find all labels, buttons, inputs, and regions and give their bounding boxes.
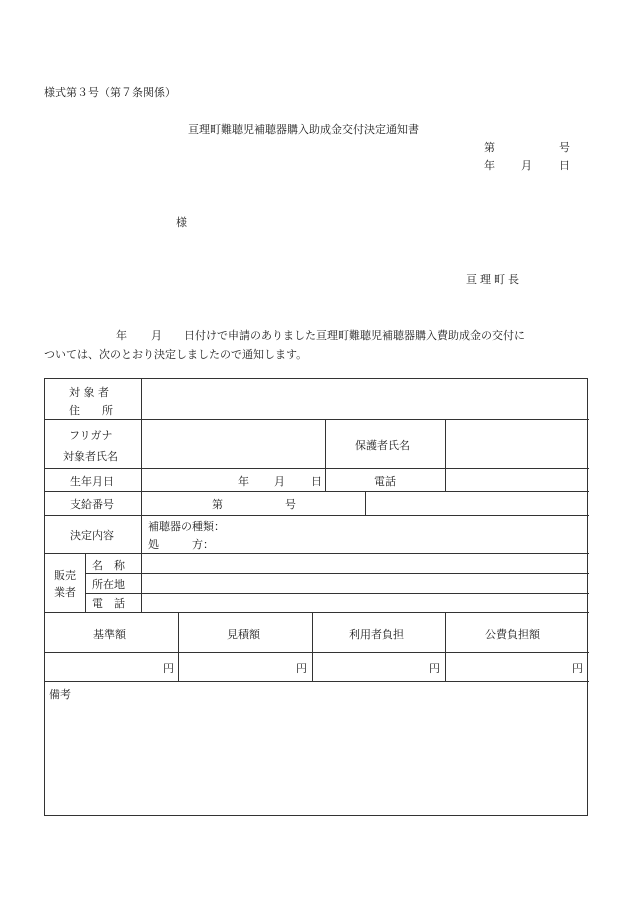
column-divider bbox=[178, 612, 179, 681]
payment-number-label: 支給番号 bbox=[70, 498, 114, 511]
device-type-label: 補聴器の種類： bbox=[148, 520, 225, 533]
notice-date-day: 日 bbox=[559, 159, 570, 172]
phone-label: 電話 bbox=[374, 475, 396, 488]
remarks-label: 備考 bbox=[49, 688, 71, 701]
notice-number-suffix: 号 bbox=[559, 141, 570, 154]
phone-field[interactable] bbox=[446, 469, 588, 490]
target-address-label-2: 住 所 bbox=[69, 404, 113, 417]
column-divider bbox=[141, 553, 142, 612]
body-rest: 日付けで申請のありました亘理町難聴児補聴器購入費助成金の交付に bbox=[184, 329, 525, 342]
column-divider bbox=[365, 491, 366, 515]
remarks-field[interactable] bbox=[46, 701, 587, 814]
row-divider bbox=[45, 553, 589, 554]
guardian-name-label: 保護者氏名 bbox=[355, 439, 410, 452]
payment-number-prefix: 第 bbox=[212, 498, 223, 511]
addressee-honorific: 様 bbox=[176, 216, 187, 229]
column-divider bbox=[445, 612, 446, 681]
body-text-line2: ついては、次のとおり決定しましたので通知します。 bbox=[44, 348, 308, 361]
decision-form-table bbox=[44, 378, 588, 816]
document-title: 亘理町難聴児補聴器購入助成金交付決定通知書 bbox=[188, 123, 419, 136]
standard-amount-yen: 円 bbox=[163, 662, 174, 675]
prescription-label: 処 方： bbox=[148, 538, 214, 551]
standard-amount-header: 基準額 bbox=[93, 628, 126, 641]
seller-label-2: 業者 bbox=[54, 586, 76, 599]
guardian-name-field[interactable] bbox=[446, 420, 588, 467]
body-text-line1 bbox=[116, 327, 525, 343]
seller-phone-label: 電 話 bbox=[92, 597, 125, 610]
payment-number-suffix: 号 bbox=[285, 498, 296, 511]
row-divider bbox=[45, 515, 589, 516]
public-burden-yen: 円 bbox=[572, 662, 583, 675]
birth-month: 月 bbox=[274, 475, 285, 488]
form-number-label: 様式第３号（第７条関係） bbox=[44, 86, 176, 99]
target-name-field[interactable] bbox=[142, 420, 324, 467]
birth-year: 年 bbox=[238, 475, 249, 488]
issuer-name: 亘理町長 bbox=[466, 273, 522, 286]
seller-address-label: 所在地 bbox=[92, 578, 125, 591]
seller-name-label: 名 称 bbox=[92, 559, 125, 572]
notice-date-month: 月 bbox=[521, 159, 532, 172]
target-name-label: 対象者氏名 bbox=[63, 450, 118, 463]
user-burden-header: 利用者負担 bbox=[349, 628, 404, 641]
body-month: 月 bbox=[151, 329, 162, 342]
row-divider bbox=[45, 652, 589, 653]
column-divider bbox=[325, 419, 326, 491]
user-burden-yen: 円 bbox=[429, 662, 440, 675]
furigana-label: フリガナ bbox=[69, 429, 113, 442]
row-divider bbox=[45, 612, 589, 613]
estimate-amount-header: 見積額 bbox=[227, 628, 260, 641]
estimate-amount-yen: 円 bbox=[296, 662, 307, 675]
target-address-field[interactable] bbox=[142, 379, 588, 419]
seller-label-1: 販売 bbox=[54, 569, 76, 582]
row-divider bbox=[45, 681, 589, 682]
public-burden-header: 公費負担額 bbox=[485, 628, 540, 641]
row-divider bbox=[45, 491, 589, 492]
birthdate-label: 生年月日 bbox=[70, 475, 114, 488]
column-divider bbox=[85, 553, 86, 612]
notice-date-year: 年 bbox=[484, 159, 495, 172]
decision-label: 決定内容 bbox=[70, 529, 114, 542]
notice-number-prefix: 第 bbox=[484, 141, 495, 154]
birth-day: 日 bbox=[311, 475, 322, 488]
target-address-label-1: 対 象 者 bbox=[69, 386, 109, 399]
body-year: 年 bbox=[116, 329, 127, 342]
row-divider bbox=[85, 593, 589, 594]
column-divider bbox=[312, 612, 313, 681]
row-divider bbox=[85, 573, 589, 574]
